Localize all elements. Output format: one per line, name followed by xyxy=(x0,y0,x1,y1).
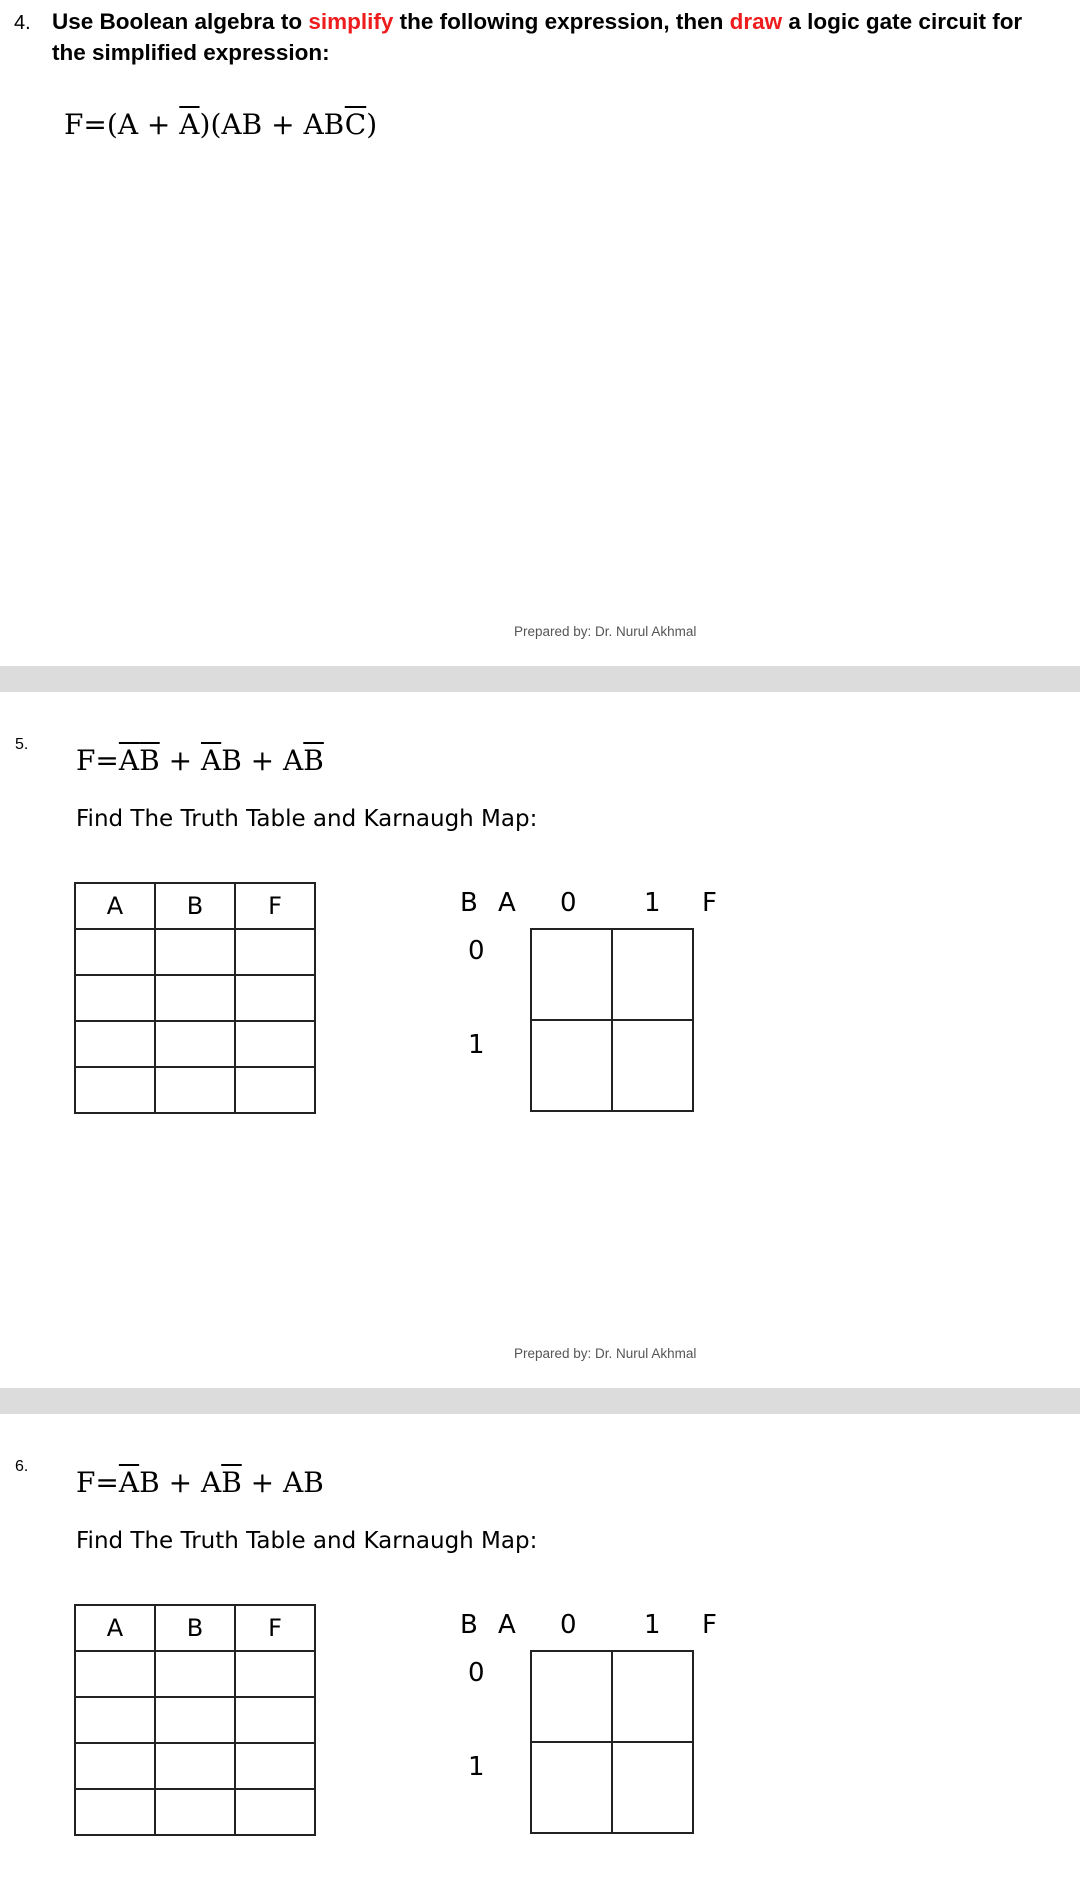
kmap-cell[interactable] xyxy=(612,1742,693,1833)
tt-header-f: F xyxy=(235,1605,315,1651)
q6-kmap-row-1: 1 xyxy=(468,1752,485,1782)
page-footer-credit: Prepared by: Dr. Nurul Akhmal xyxy=(514,624,697,639)
q5-kmap-col-0: 0 xyxy=(560,888,577,918)
table-row xyxy=(75,929,315,975)
q5-kmap-label-f: F xyxy=(702,888,717,918)
q5-eq-t3-b-bar: $\overline{B}$ xyxy=(303,744,324,777)
table-cell[interactable] xyxy=(155,1697,235,1743)
q5-kmap-col-1: 1 xyxy=(644,888,661,918)
q6-truth-table xyxy=(74,1604,316,1836)
q4-eq-a-bar: $\overline{A}$ xyxy=(179,108,200,141)
table-cell[interactable] xyxy=(235,1067,315,1113)
table-row xyxy=(75,975,315,1021)
q6-find-instruction: Find The Truth Table and Karnaugh Map: xyxy=(76,1528,538,1554)
kmap-cell[interactable] xyxy=(612,929,693,1020)
q6-eq-t3: + AB xyxy=(241,1466,324,1499)
table-cell[interactable] xyxy=(155,1743,235,1789)
q4-eq-end: ) xyxy=(366,108,378,141)
table-cell[interactable] xyxy=(155,1067,235,1113)
question-number-5: 5. xyxy=(15,736,29,753)
table-cell[interactable] xyxy=(155,1789,235,1835)
table-row xyxy=(75,1651,315,1697)
table-cell[interactable] xyxy=(235,1021,315,1067)
table-row xyxy=(75,1789,315,1835)
q5-kmap-row-1: 1 xyxy=(468,1030,485,1060)
q5-eq-prefix: F= xyxy=(76,744,119,777)
table-cell[interactable] xyxy=(235,1697,315,1743)
table-cell[interactable] xyxy=(235,929,315,975)
kmap-row xyxy=(531,1651,693,1742)
table-row xyxy=(75,1697,315,1743)
q4-eq-prefix: F=(A + xyxy=(64,108,180,141)
page-footer-credit: Prepared by: Dr. Nurul Akhmal xyxy=(514,1346,697,1361)
q6-equation xyxy=(76,1466,324,1499)
q4-text-part3: a logic gate circuit for the simplified expression: xyxy=(52,9,1023,65)
q5-eq-t1-a-bar: $\overline{A}$ xyxy=(118,744,140,777)
table-header-row xyxy=(75,883,315,929)
page-divider xyxy=(0,666,1080,692)
q4-equation xyxy=(64,108,377,141)
table-row xyxy=(75,1067,315,1113)
q5-find-instruction: Find The Truth Table and Karnaugh Map: xyxy=(76,806,538,832)
kmap-row xyxy=(531,1020,693,1111)
q6-eq-t2-b-bar: $\overline{B}$ xyxy=(221,1466,242,1499)
kmap-cell[interactable] xyxy=(531,929,612,1020)
q6-eq-prefix: F= xyxy=(76,1466,119,1499)
q6-kmap-label-a: A xyxy=(498,1610,516,1640)
table-row xyxy=(75,1743,315,1789)
table-cell[interactable] xyxy=(75,1651,155,1697)
question-4-instructions xyxy=(52,6,1062,68)
q6-eq-t1-rest: B + A xyxy=(139,1466,222,1499)
kmap-cell[interactable] xyxy=(531,1742,612,1833)
table-cell[interactable] xyxy=(235,1743,315,1789)
tt-header-f: F xyxy=(235,883,315,929)
table-cell[interactable] xyxy=(75,1021,155,1067)
kmap-cell[interactable] xyxy=(531,1651,612,1742)
table-cell[interactable] xyxy=(235,1789,315,1835)
table-cell[interactable] xyxy=(235,975,315,1021)
q4-eq-c-bar: $\overline{C}$ xyxy=(344,108,367,141)
kmap-cell[interactable] xyxy=(531,1020,612,1111)
q4-text-part2: the following expression, then xyxy=(393,9,730,34)
tt-header-b: B xyxy=(155,883,235,929)
q6-karnaugh-map xyxy=(530,1650,694,1834)
q4-keyword-draw: draw xyxy=(729,9,783,34)
q6-kmap-col-0: 0 xyxy=(560,1610,577,1640)
table-cell[interactable] xyxy=(75,929,155,975)
question-number-4: 4. xyxy=(14,12,31,34)
table-cell[interactable] xyxy=(155,1651,235,1697)
kmap-cell[interactable] xyxy=(612,1020,693,1111)
table-row xyxy=(75,1021,315,1067)
table-cell[interactable] xyxy=(155,1021,235,1067)
q4-text-part1: Use Boolean algebra to xyxy=(52,9,309,34)
table-header-row xyxy=(75,1605,315,1651)
table-cell[interactable] xyxy=(75,1067,155,1113)
kmap-row xyxy=(531,1742,693,1833)
tt-header-a: A xyxy=(75,883,155,929)
q6-eq-t1-a-bar: $\overline{A}$ xyxy=(118,1466,140,1499)
table-cell[interactable] xyxy=(75,1697,155,1743)
table-cell[interactable] xyxy=(75,1743,155,1789)
kmap-row xyxy=(531,929,693,1020)
table-cell[interactable] xyxy=(155,975,235,1021)
q5-eq-t2-a-bar: $\overline{A}$ xyxy=(200,744,222,777)
table-cell[interactable] xyxy=(75,1789,155,1835)
tt-header-b: B xyxy=(155,1605,235,1651)
q5-eq-t2-rest: B + A xyxy=(221,744,304,777)
q5-equation xyxy=(76,744,324,777)
q5-eq-plus: + xyxy=(159,744,201,777)
q4-eq-mid: )(AB + AB xyxy=(199,108,345,141)
q6-kmap-row-0: 0 xyxy=(468,1658,485,1688)
q5-kmap-label-b: B xyxy=(460,888,478,918)
tt-header-a: A xyxy=(75,1605,155,1651)
page-divider xyxy=(0,1388,1080,1414)
q4-keyword-simplify: simplify xyxy=(308,9,394,34)
table-cell[interactable] xyxy=(235,1651,315,1697)
q5-kmap-row-0: 0 xyxy=(468,936,485,966)
kmap-cell[interactable] xyxy=(612,1651,693,1742)
q5-truth-table xyxy=(74,882,316,1114)
q5-kmap-label-a: A xyxy=(498,888,516,918)
q6-kmap-label-f: F xyxy=(702,1610,717,1640)
table-cell[interactable] xyxy=(155,929,235,975)
q5-eq-t1-b-bar: $\overline{B}$ xyxy=(139,744,160,777)
q6-kmap-col-1: 1 xyxy=(644,1610,661,1640)
q5-karnaugh-map xyxy=(530,928,694,1112)
q6-kmap-label-b: B xyxy=(460,1610,478,1640)
table-cell[interactable] xyxy=(75,975,155,1021)
question-number-6: 6. xyxy=(15,1458,29,1475)
